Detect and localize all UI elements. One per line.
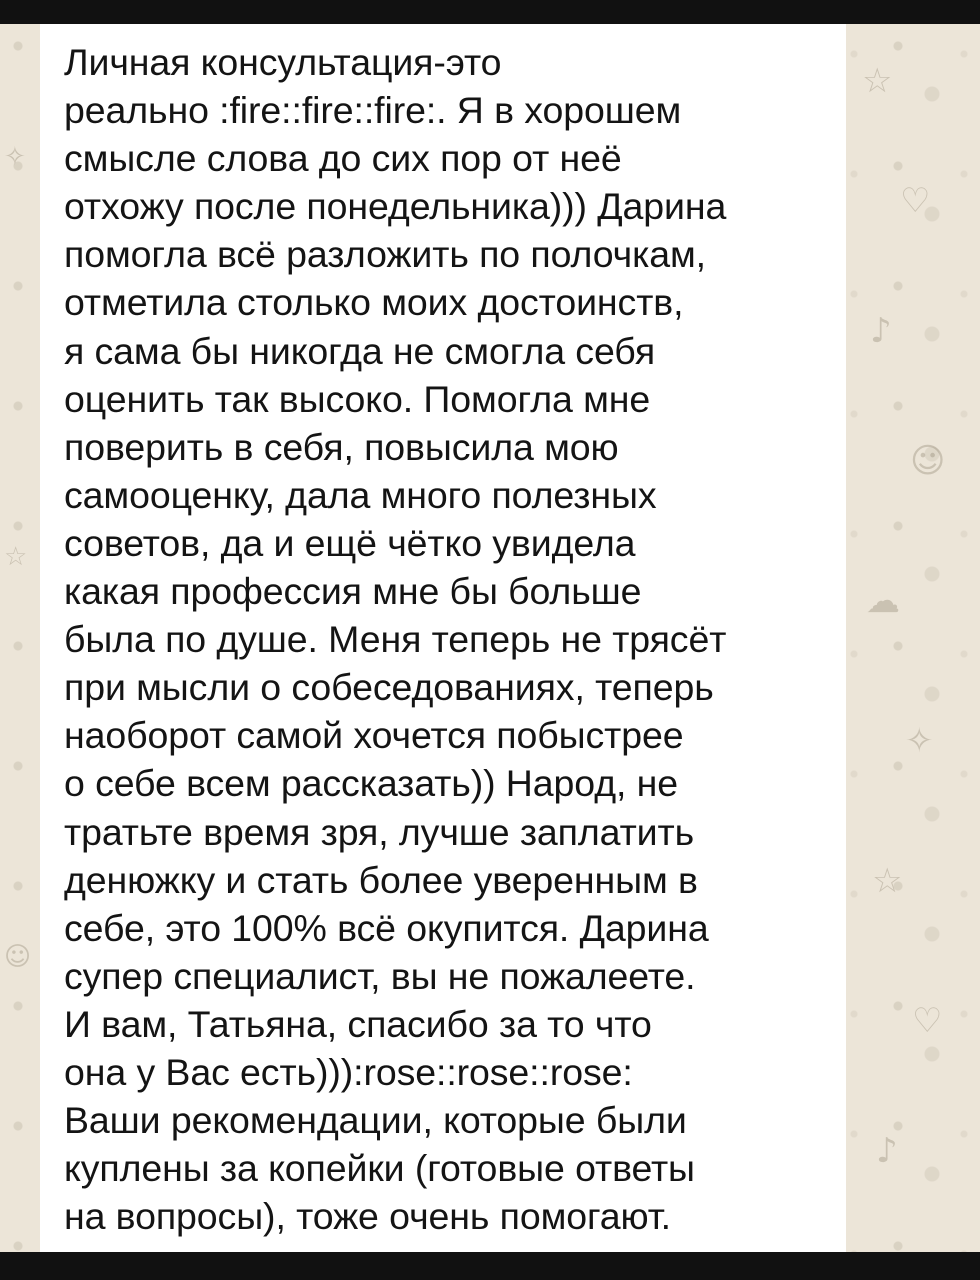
heart-icon: ♡ [900,181,931,221]
top-frame-bar [0,0,980,24]
star-icon: ☆ [4,542,28,572]
smile-icon: ☺ [910,441,946,481]
message-bubble[interactable] [40,24,846,1260]
cloud-icon: ☁ [866,581,900,621]
star-icon: ☆ [862,61,893,101]
star-icon: ☆ [872,861,903,901]
music-note-icon: ♪ [876,1131,898,1171]
heart-icon: ♡ [912,1001,943,1041]
sparkle-icon: ✧ [905,721,934,761]
bottom-frame-bar [0,1252,980,1280]
sparkle-icon: ✧ [4,142,26,172]
music-note-icon: ♪ [870,311,892,351]
message-text: Личная консультация-это реально :fire::fire::fire:. Я в хорошем смысле слова до сих пор от неё отхожу после понедельника))) Дарина помогла всё разложить по полочкам, отметила столько моих достоинств, я сама бы никогда не смогла себя оценить так высоко. Помогла мне поверить в себя, повысила мою самооценку, дала много полезных советов, да и ещё чётко увидела какая профессия мне бы больше была по душе. Меня теперь не трясёт при мысли о собеседованиях, теперь наоборот самой хочется побыстрее о себе всем рассказать)) Народ, не тратьте время зря, лучше заплатить денюжку и стать более уверенным в себе, это 100% всё окупится. Дарина супер специалист, вы не пожалеете. И вам, Татьяна, спасибо за то что она у Вас есть))):rose::rose::rose: Ваши рекомендации, которые были куплены за копейки (готовые ответы на вопросы), тоже очень помогают. [64,41,727,1238]
smile-icon: ☺ [4,942,32,972]
